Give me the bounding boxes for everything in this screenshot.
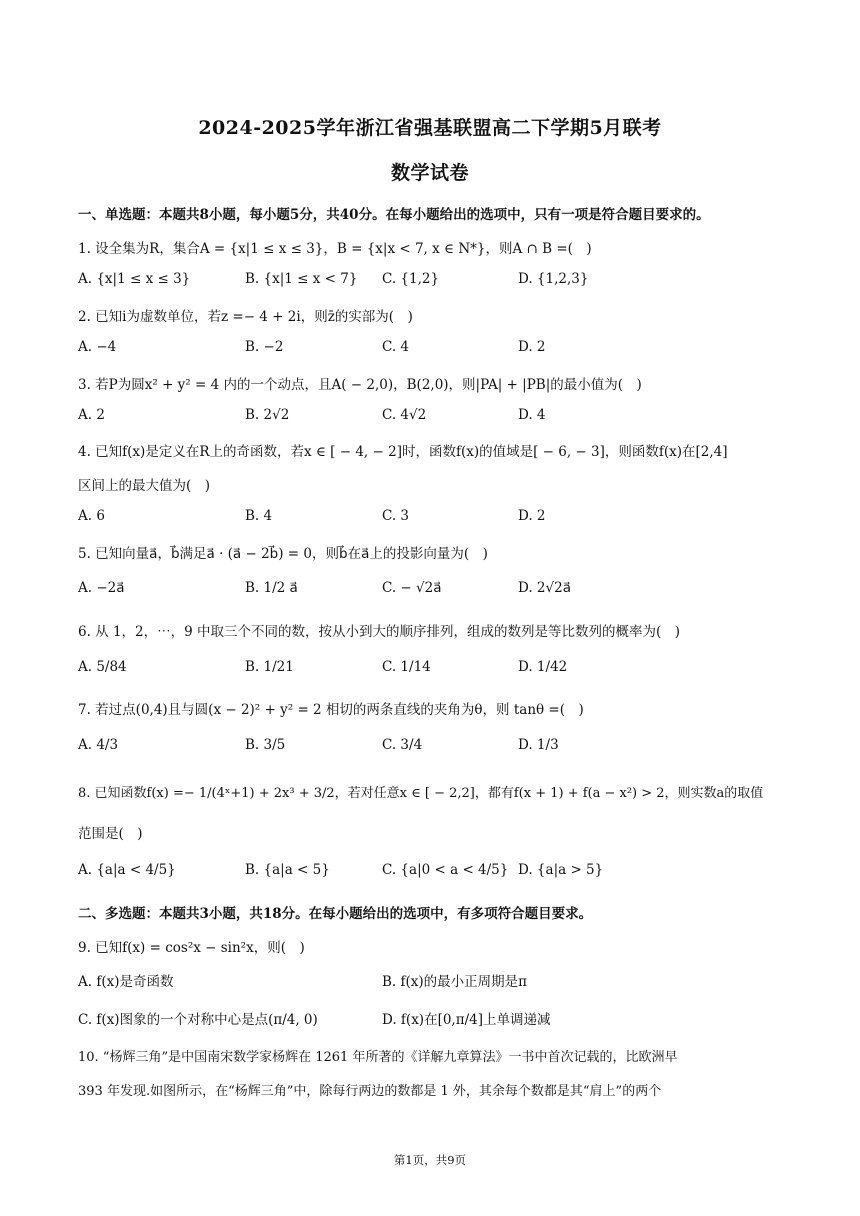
q3-option-d: D. 4 <box>518 407 546 423</box>
q9-option-b: B. f(x)的最小正周期是π <box>382 974 528 990</box>
q1-option-c: C. {1,2} <box>382 271 440 287</box>
question-8-line-2: 范围是( ) <box>78 826 143 842</box>
section-heading-single-choice: 一、单选题：本题共8小题，每小题5分，共40分。在每小题给出的选项中，只有一项是符合题目要求的。 <box>78 207 710 223</box>
question-10-line-1: 10. “杨辉三角”是中国南宋数学家杨辉在 1261 年所著的《详解九章算法》一书中首次记载的，比欧洲早 <box>78 1050 678 1065</box>
q7-option-a: A. 4/3 <box>78 737 119 753</box>
exam-subtitle: 数学试卷 <box>390 162 469 184</box>
q3-option-a: A. 2 <box>78 407 105 423</box>
q8-option-a: A. {a|a < 4/5} <box>78 862 176 878</box>
q7-option-b: B. 3/5 <box>245 737 286 753</box>
q4-option-b: B. 4 <box>245 508 273 524</box>
q5-option-a: A. −2a⃗ <box>78 580 125 596</box>
q1-option-b: B. {x|1 ≤ x < 7} <box>245 271 358 287</box>
q6-option-a: A. 5/84 <box>78 659 127 675</box>
question-2: 2. 已知i为虚数单位，若z =− 4 + 2i，则z̄的实部为( ) <box>78 309 413 325</box>
page-footer: 第1页，共9页 <box>393 1153 467 1167</box>
q4-option-c: C. 3 <box>382 508 410 524</box>
section-heading-multiple-choice: 二、多选题：本题共3小题，共18分。在每小题给出的选项中，有多项符合题目要求。 <box>78 906 593 922</box>
q1-option-a: A. {x|1 ≤ x ≤ 3} <box>78 271 191 287</box>
question-4-line-1: 4. 已知f(x)是定义在R上的奇函数，若x ∈ [ − 4, − 2]时，函数f(x)的值域是[ − 6, − 3]，则函数f(x)在[2,4] <box>78 444 728 460</box>
q5-option-d: D. 2√2a⃗ <box>518 580 571 596</box>
question-3: 3. 若P为圆x² + y² = 4 内的一个动点，且A( − 2,0)，B(2,0)，则|PA| + |PB|的最小值为( ) <box>78 377 642 393</box>
q2-option-a: A. −4 <box>78 339 117 355</box>
q7-option-d: D. 1/3 <box>518 737 559 753</box>
question-8-line-1: 8. 已知函数f(x) =− 1/(4ˣ+1) + 2x³ + 3/2，若对任意x ∈ [ − 2,2]，都有f(x + 1) + f(a − x²) > 2，则实数a的取值 <box>78 786 764 801</box>
question-6: 6. 从 1，2，⋯，9 中取三个不同的数，按从小到大的顺序排列，组成的数列是等比数列的概率为( ) <box>78 624 681 640</box>
q6-option-c: C. 1/14 <box>382 659 431 675</box>
question-5: 5. 已知向量a⃗，b⃗满足a⃗ · (a⃗ − 2b⃗) = 0，则b⃗在a⃗上的投影向量为( ) <box>78 546 488 562</box>
q6-option-d: D. 1/42 <box>518 659 568 675</box>
q4-option-d: D. 2 <box>518 508 546 524</box>
q4-option-a: A. 6 <box>78 508 105 524</box>
q5-option-b: B. 1/2 a⃗ <box>245 580 298 596</box>
question-1 <box>78 237 592 257</box>
q9-option-a: A. f(x)是奇函数 <box>78 974 174 990</box>
q2-option-d: D. 2 <box>518 339 546 355</box>
q1-option-d: D. {1,2,3} <box>518 271 589 287</box>
question-10-line-2: 393 年发现.如图所示，在“杨辉三角”中，除每行两边的数都是 1 外，其余每个数都是其“肩上”的两个 <box>78 1084 662 1099</box>
q7-option-c: C. 3/4 <box>382 737 423 753</box>
question-1-text: 1. 设全集为R，集合A = {x|1 ≤ x ≤ 3}，B = {x|x < 7, x ∈ N*}，则A ∩ B =( ) <box>78 241 592 257</box>
q8-option-d: D. {a|a > 5} <box>518 862 604 878</box>
question-9: 9. 已知f(x) = cos²x − sin²x，则( ) <box>78 940 305 956</box>
q3-option-b: B. 2√2 <box>245 407 290 423</box>
q2-option-c: C. 4 <box>382 339 410 355</box>
exam-title: 2024-2025学年浙江省强基联盟高二下学期5月联考 <box>198 117 662 139</box>
q8-option-c: C. {a|0 < a < 4/5} <box>382 862 509 878</box>
q2-option-b: B. −2 <box>245 339 284 355</box>
q8-option-b: B. {a|a < 5} <box>245 862 330 878</box>
question-7: 7. 若过点(0,4)且与圆(x − 2)² + y² = 2 相切的两条直线的夹角为θ，则 tanθ =( ) <box>78 702 584 718</box>
q9-option-d: D. f(x)在[0,π/4]上单调递减 <box>382 1012 551 1028</box>
q9-option-c: C. f(x)图象的一个对称中心是点(π/4, 0) <box>78 1012 318 1028</box>
q5-option-c: C. − √2a⃗ <box>382 580 442 596</box>
q6-option-b: B. 1/21 <box>245 659 294 675</box>
question-4-line-2: 区间上的最大值为( ) <box>78 478 211 494</box>
q3-option-c: C. 4√2 <box>382 407 427 423</box>
